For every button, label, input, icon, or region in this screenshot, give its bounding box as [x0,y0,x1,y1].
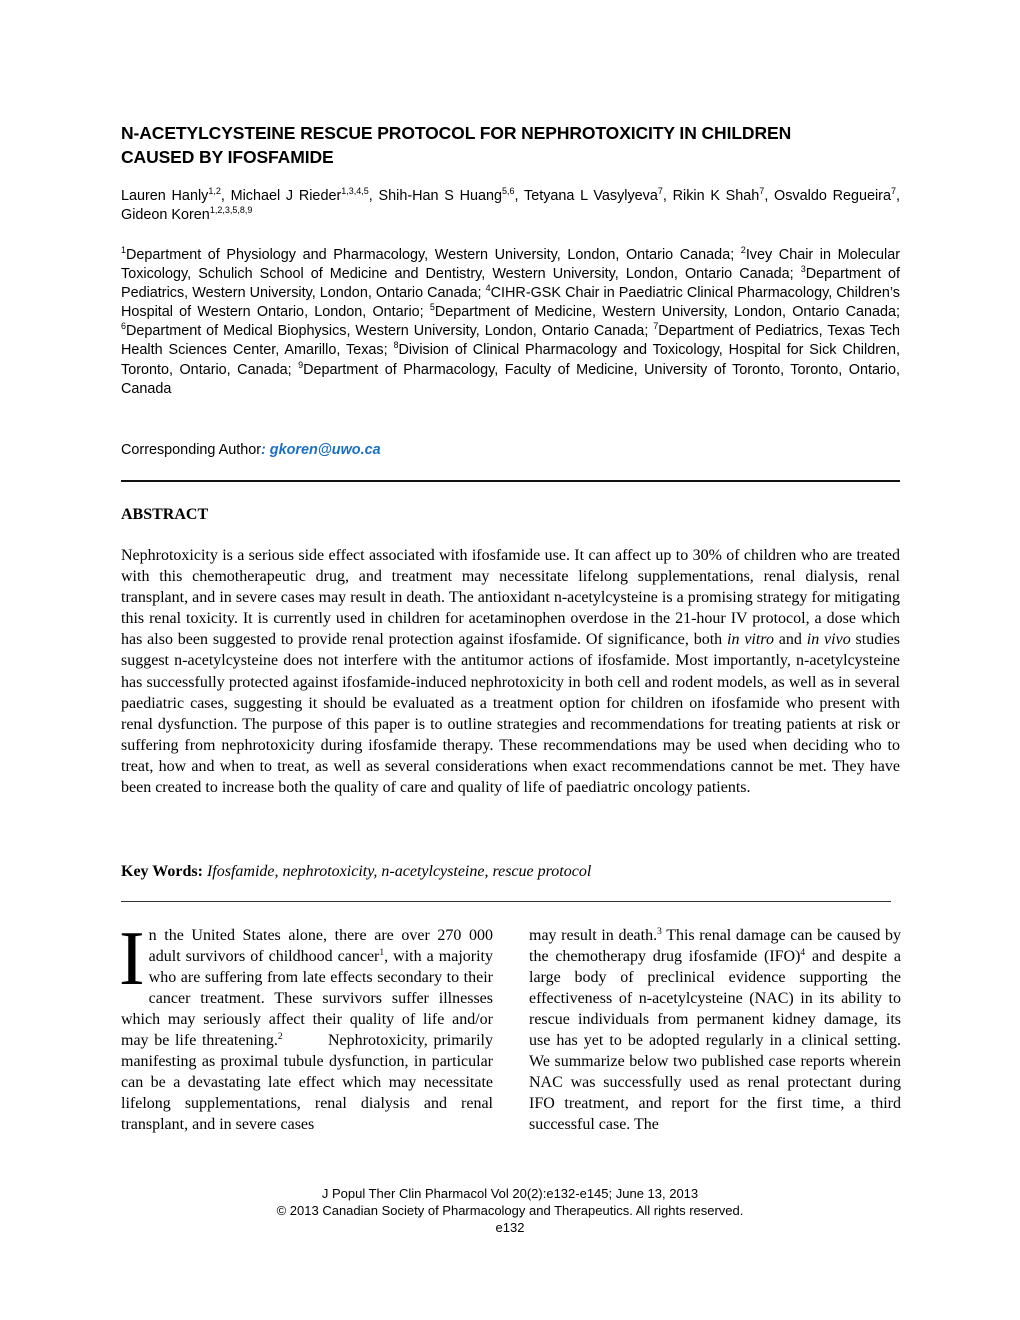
journal-citation: J Popul Ther Clin Pharmacol Vol 20(2):e132-e145; June 13, 2013 [321,1186,699,1201]
corresponding-author: Corresponding Author: gkoren@uwo.ca [121,442,381,458]
affiliation-ref: 5,6 [502,186,515,196]
keywords [121,861,900,882]
citation-ref: 1 [379,948,385,958]
affiliation-ref: 7 [657,186,663,196]
page-footer [0,1185,1020,1236]
keywords-values: Ifosfamide, nephrotoxicity, n-acetylcysteine, rescue protocol [202,863,592,880]
affiliations: $^1$Department of Physiology and Pharmacology, Western University, London, Ontario Canada; $^2$Ivey Chair in Molecular Toxicology, Schulich School of Medicine and Dentistry, Western University, London, Ontario Canada; $^3$Department of Pediatrics, Western University, London, Ontario Canada; $^4$CIHR-GSK Chair in Paediatric Clinical Pharmacology, Children’s Hospital of Western Ontario, London, Ontario; $^5$Department of Medicine, Western University, London, Ontario Canada; $^6$Department of Medical Biophysics, Western University, London, Ontario Canada; $^7$Department of Pediatrics, Texas Tech Health Sciences Center, Amarillo, Texas; $^8$Division of Clinical Pharmacology and Toxicology, Hospital for Sick Children, Toronto, Ontario, Canada; $^9$Department of Pharmacology, Faculty of Medicine, University of Toronto, Toronto, Ontario, Canada [121,245,901,397]
author: Lauren Hanly$^{1,2}$, [121,186,231,204]
title-line-1: N-ACETYLCYSTEINE RESCUE PROTOCOL FOR NEPHROTOXICITY IN CHILDREN [121,123,792,143]
keywords-label: Key Words: [121,863,203,880]
author: Osvaldo Regueira$^7$, [774,186,900,204]
citation-ref: 2 [277,1032,283,1042]
body-column-right: may result in death.$^3$ This renal damage can be caused by the chemotherapy drug ifosfamide (IFO)$^4$ and despite a large body of preclinical evidence supporting the effectiveness of n-acetylcysteine (NAC) in its ability to rescue individuals from permanent kidney damage, its use has yet to be adopted regularly in a clinical setting. We summarize below two published case reports wherein NAC was successfully used as renal protectant during IFO treatment, and report for the first time, a third successful case. The [529,927,902,1133]
author: Tetyana L Vasylyeva$^7$, [524,186,673,204]
author: Shih-Han S Huang$^{5,6}$, [378,186,524,204]
email-link[interactable]: gkoren@uwo.ca [269,442,381,458]
page-number: e132 [495,1220,525,1235]
affiliation-ref: 7 [890,186,896,196]
author: Michael J Rieder$^{1,3,4,5}$, [230,186,379,204]
abstract-heading: ABSTRACT [121,506,209,523]
copyright-notice: © 2013 Canadian Society of Pharmacology and Therapeutics. All rights reserved. [276,1203,744,1218]
paper-title [121,121,900,169]
body-column-left: In the United States alone, there are over 270 000 adult survivors of childhood cancer$^1$, with a majority who are suffering from late effects secondary to their cancer treatment. These survivors suffer illnesses which may seriously affect their quality of life and/or may be life threatening.$^2$ Nephrotoxicity, primarily manifesting as proximal tubule dysfunction, in particular can be a devastating late effect which may necessitate lifelong supplementations, renal dialysis and renal transplant, and in severe cases [119,915,493,1133]
affiliation-ref: 1,2 [208,186,221,196]
citation-ref: 4 [800,948,806,958]
citation-ref: 3 [657,927,662,937]
corresponding-label: Corresponding Author [121,442,261,458]
keywords-divider [121,901,891,902]
author: Rikin K Shah$^7$, [672,186,775,204]
drop-cap: I [119,915,145,1001]
author-list [121,187,900,225]
affiliation-ref: 1,3,4,5 [341,186,369,196]
affiliation-ref: 1,2,3,5,8,9 [209,205,253,215]
header-divider [121,480,900,482]
abstract-text: Nephrotoxicity is a serious side effect associated with ifosfamide use. It can affect up to 30% of children who are treated with this chemotherapeutic drug, and treatment may necessitate lifelong supplementations, renal dialysis, renal transplant, and in severe cases may result in death. The antioxidant n-acetylcysteine is a promising strategy for mitigating this renal toxicity. It is currently used in children for acetaminophen overdose in the 21-hour IV protocol, a dose which has also been suggested to provide renal protection against ifosfamide. Of significance, both in vitro and in vivo studies suggest n-acetylcysteine does not interfere with the antitumor actions of ifosfamide. Most importantly, n-acetylcysteine has successfully protected against ifosfamide-induced nephrotoxicity in both cell and rodent models, as well as in several paediatric cases, suggesting it should be evaluated as a treatment option for children on ifosfamide who present with renal dysfunction. The purpose of this paper is to outline strategies and recommendations for treating patients at risk or suffering from nephrotoxicity during ifosfamide therapy. These recommendations may be used when deciding who to treat, how and when to treat, as well as several considerations when exact recommendations cannot be met. They have been created to increase both the quality of care and quality of life of paediatric oncology patients. [121,547,900,797]
affiliation-ref: 7 [759,186,765,196]
title-line-2: CAUSED BY IFOSFAMIDE [121,147,334,167]
author: Gideon Koren$^{1,2,3,5,8,9}$ [121,205,253,223]
